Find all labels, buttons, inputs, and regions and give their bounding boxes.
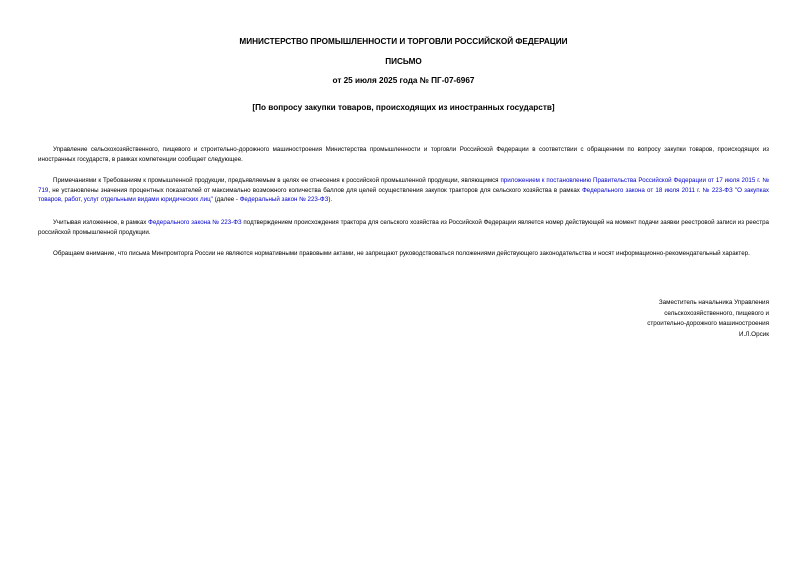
paragraph-2-text-4: ). xyxy=(328,196,333,203)
signature-block xyxy=(647,298,769,340)
signer-position-line-2: сельскохозяйственного, пищевого и xyxy=(664,309,769,317)
paragraph-1: Управление сельскохозяйственного, пищевого и строительно-дорожного машиностроения Министерства промышленности и торговли Российской Федерации в соответствии с обращением по вопросу закупки товаров, происходящих из иностранных государств, в рамках компетенции сообщает следующее. xyxy=(38,146,769,163)
signer-name: И.Л.Орсик xyxy=(739,330,769,338)
paragraph-3-text-2: подтверждением происхождения трактора для сельского хозяйства из Российской Федерации является номер действующей на момент подачи заявки реестровой записи из реестра российской промышленной продукции. xyxy=(38,219,769,236)
paragraph-2-text-1: Примечаниями к Требованиям к промышленной продукции, предъявляемым в целях ее отнесения к российской промышленной продукции, являющимся xyxy=(53,177,501,184)
decree-719-link[interactable]: приложением к постановлению Правительства Российской Федерации от 17 июля 2015 г. № 719 xyxy=(38,177,769,194)
paragraph-3 xyxy=(38,218,769,237)
signer-position-line-1: Заместитель начальника Управления xyxy=(658,299,769,306)
paragraph-2-text-3: (далее - xyxy=(212,196,240,203)
federal-law-223-full-link[interactable]: Федерального закона от 18 июля 2011 г. № 223-ФЗ "О закупках товаров, работ, услуг отдельными видами юридических лиц" xyxy=(38,186,769,203)
document-subject: [По вопросу закупки товаров, происходящих из иностранных государств] xyxy=(252,103,555,112)
paragraph-2-text-2: , не установлены значения процентных показателей от максимально возможного количества баллов для целей осуществления закупок тракторов для сельского хозяйства в рамках xyxy=(48,186,583,194)
paragraph-3-text-1: Учитывая изложенное, в рамках xyxy=(53,219,149,226)
paragraph-2 xyxy=(38,176,769,205)
document-date-number: от 25 июля 2025 года № ПГ-07-6967 xyxy=(332,76,475,85)
federal-law-223-short-link[interactable]: Федеральный закон № 223-ФЗ xyxy=(239,196,329,203)
ministry-title: МИНИСТЕРСТВО ПРОМЫШЛЕННОСТИ И ТОРГОВЛИ РОССИЙСКОЙ ФЕДЕРАЦИИ xyxy=(239,37,568,46)
federal-law-223-link[interactable]: Федерального закона № 223-ФЗ xyxy=(148,219,242,226)
signer-position-line-3: строительно-дорожного машиностроения xyxy=(647,320,769,327)
document-type: ПИСЬМО xyxy=(385,57,422,66)
paragraph-4: Обращаем внимание, что письма Минпромторга России не являются нормативными правовыми актами, не запрещают руководствоваться положениями действующего законодательства и носят информационно-рекомендательный характер. xyxy=(53,250,750,257)
